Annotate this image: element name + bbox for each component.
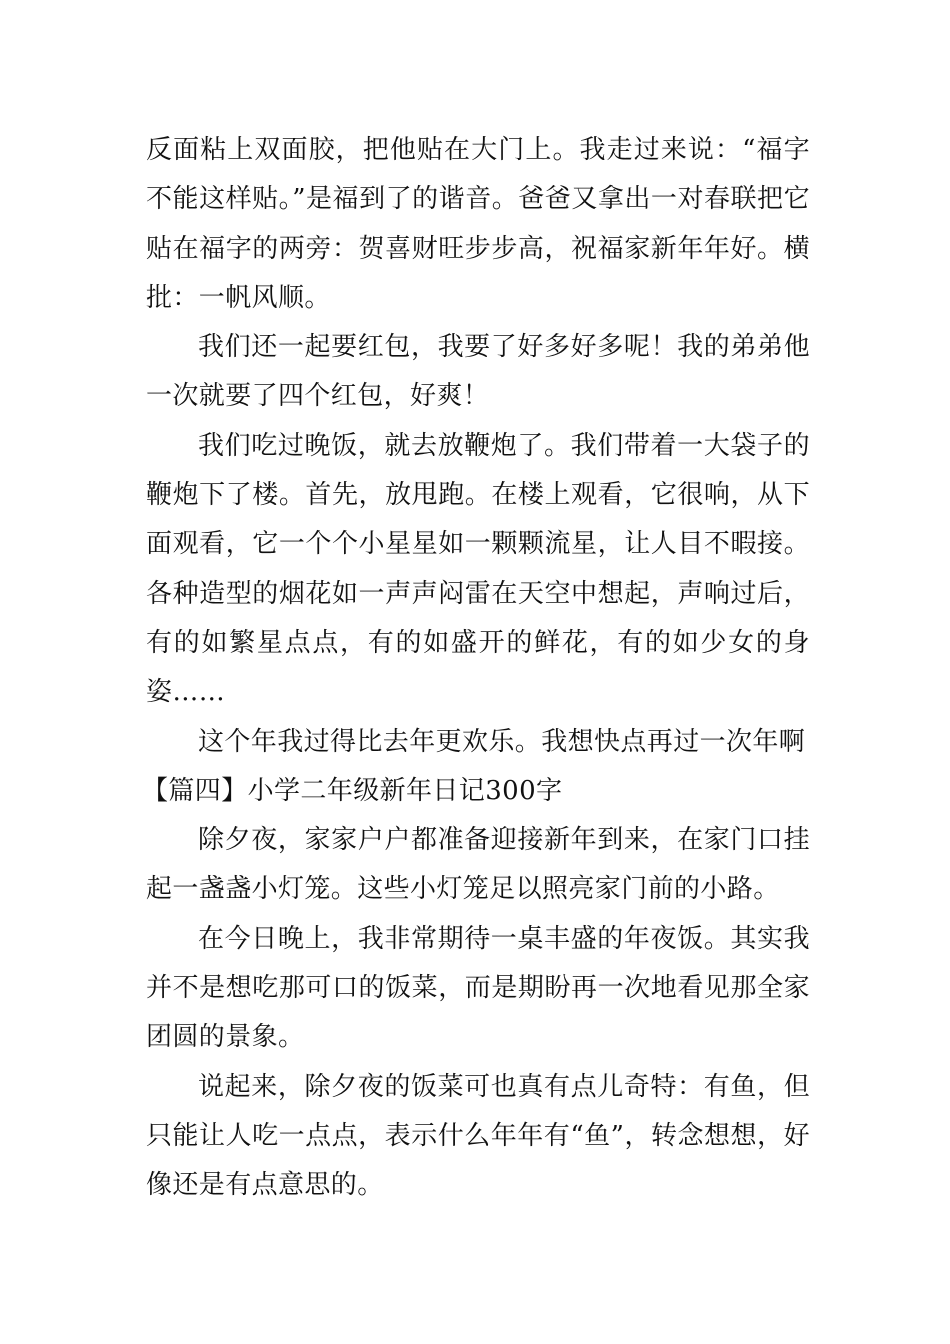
- paragraph-7: 说起来，除夕夜的饭菜可也真有点儿奇特：有鱼，但只能让人吃一点点，表示什么年年有“鱼”，转念想想，好像还是有点意思的。: [146, 1071, 810, 1201]
- paragraph-2: 我们还一起要红包，我要了好多好多呢！我的弟弟他一次就要了四个红包，好爽！: [146, 332, 810, 412]
- paragraph-5: 除夕夜，家家户户都准备迎接新年到来，在家门口挂起一盏盏小灯笼。这些小灯笼足以照亮家门前的小路。: [146, 825, 810, 905]
- paragraph-3: 我们吃过晚饭，就去放鞭炮了。我们带着一大袋子的鞭炮下了楼。首先，放甩跑。在楼上观看，它很响，从下面观看，它一个个小星星如一颗颗流星，让人目不暇接。各种造型的烟花如一声声闷雷在天空中想起，声响过后，有的如繁星点点，有的如盛开的鲜花，有的如少女的身姿……: [146, 430, 810, 708]
- paragraph-1: 反面粘上双面胶，把他贴在大门上。我走过来说：“福字不能这样贴。”是福到了的谐音。爸爸又拿出一对春联把它贴在福字的两旁：贺喜财旺步步高，祝福家新年年好。横批：一帆风顺。: [146, 135, 810, 313]
- paragraph-6: 在今日晚上，我非常期待一桌丰盛的年夜饭。其实我并不是想吃那可口的饭菜，而是期盼再一次地看见那全家团圆的景象。: [146, 923, 810, 1053]
- document-body: [142, 126, 810, 1211]
- paragraph-4: 这个年我过得比去年更欢乐。我想快点再过一次年啊: [198, 726, 806, 757]
- section-heading: 【篇四】小学二年级新年日记300字: [142, 775, 563, 806]
